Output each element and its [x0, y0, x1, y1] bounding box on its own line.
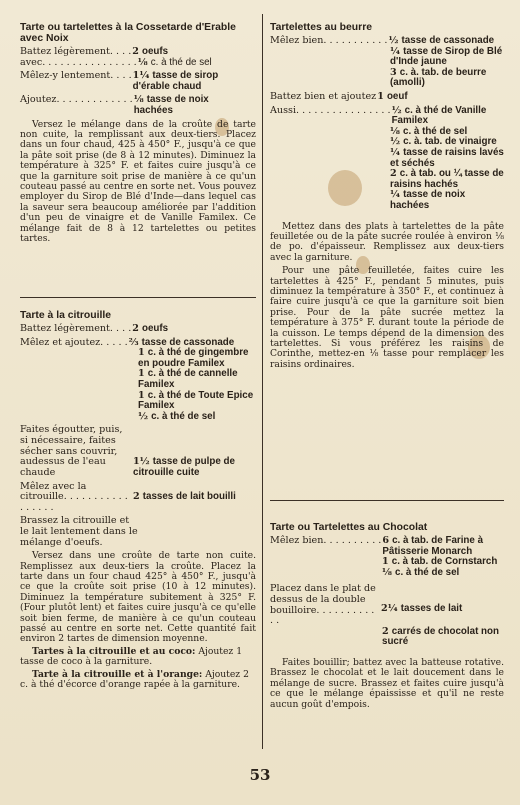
ingredient-line: 1 c. à thé de Toute Epice Familex: [138, 389, 254, 412]
ingredient-line: ½ c. à. tab. de vinaigre: [390, 136, 497, 148]
ingredient-line: ¼ tasse de noix hachées: [390, 189, 466, 211]
ingredient-line: 2 c. à tab. ou ¼ tasse de raisins hachés: [390, 168, 504, 190]
ingredient-line: ¼ tasse de Sirop de Blé d'Inde jaune: [390, 45, 503, 68]
ingredient-line: Mêlez avec la citrouille. . . . . . . . . . . . . . . . . 2 tasses de lait bouilli: [20, 480, 236, 513]
ingredient-line: Mêlez et ajoutez. . . . . ⅔ tasse de cassonade: [20, 336, 235, 348]
recipe-chocolat: [270, 522, 504, 710]
recipe-title: Tarte ou tartelettes à la Cossetarde d'Erable avec Noix: [20, 22, 236, 44]
page-number: 53: [249, 766, 271, 784]
ingredient-list: [270, 36, 504, 212]
recipe-title: Tarte ou Tartelettes au Chocolat: [270, 522, 428, 533]
recipe-instructions: Mettez dans des plats à tartelettes de la pâte feuilletée ou de la pâte sucrée roulée à environ ⅛ de po. d'épaisseur. Remplissez aux deux-tiers avec la garniture.: [270, 220, 504, 263]
ingredient-line: ⅛ c. à thé de sel: [390, 125, 468, 137]
recipe-instructions: Versez le mélange dans de la croûte de tarte non cuite, la remplissant aux deux-tiers. Placez dans un four chaud, 425 à 450° F., jusqu'à ce que la pâte soit prise (de 8 à 12 minutes). Diminuez la température à 325° F. et faites cuire jusqu'à ce que la garniture soit prise de manière à ce qu'un couteau passé au centre en sorte net. Vous pouvez employer du Sirop de Blé d'Inde—dans lequel cas la saveur sera beaucoup améliorée par l'addition d'un peu de vinaigre et de Vanille Familex. Ce mélange fait de 8 à 12 tartelettes ou petites tartes.: [20, 118, 256, 245]
ingredient-line: Battez bien et ajoutez 1 oeuf: [270, 90, 408, 102]
recipe-instructions: Pour une pâte feuilletée, faites cuire les tartelettes à 425° F., pendant 5 minutes, puis diminuez la température à 350° F., et continuez à faire cuire jusqu'à ce que la garniture soit bien prise. Pour de la pâte sucrée mettez la température à 375° F. durant toute la période de la cuisson. Le temps dépend de la dimension des tartelettes. Si vous préférez les raisins de Corinthe, mettez-en ⅛ tasse pour remplacer les raisins ordinaires.: [270, 265, 504, 370]
ingredient-line: avec. . . . . . . . . . . . . . . . ⅛ c. à thé de sel: [20, 56, 212, 68]
ingredient-line: Aussi. . . . . . . . . . . . . . . . ½ c. à thé de Vanille Familex: [270, 104, 487, 127]
recipe-citrouille: [20, 310, 256, 690]
recipe-beurre: [270, 22, 504, 370]
ingredient-line: Battez légèrement. . . . 2 oeufs: [20, 323, 169, 334]
ingredient-list: [270, 536, 504, 648]
ingredient-line: ½ c. à thé de sel: [138, 410, 216, 422]
ingredient-list: [20, 324, 256, 548]
right-column: [270, 22, 504, 710]
ingredient-line: 3 c. à. tab. de beurre (amolli): [390, 66, 487, 89]
ingredient-line: Ajoutez. . . . . . . . . . . . . ⅛ tasse de noix hachées: [20, 94, 209, 116]
ingredient-line: ⅛ c. à thé de sel: [382, 566, 460, 578]
column-divider: [262, 14, 263, 749]
recipe-instructions: Faites bouillir; battez avec la batteuse rotative. Brassez le chocolat et le lait doucement dans le mélange de sucre. Brassez et faites cuire jusqu'à ce que le mélange épaississe et qu'il ne reste aucun goût d'empois.: [270, 656, 504, 710]
ingredient-line: Faites égoutter, puis, si nécessaire, faites sécher sans couvrir, audessus de l'eau chaude 1½ tasse de pulpe de citrouille cuite: [20, 424, 235, 478]
ingredient-list: [20, 47, 256, 117]
section-divider: [20, 297, 256, 298]
ingredient-line: Mêlez bien. . . . . . . . . . . ½ tasse de cassonade: [270, 35, 495, 46]
recipe-variation: Tarte à la citrouille et à l'orange: Ajoutez 2 c. à thé d'écorce d'orange rapée à la garniture.: [20, 668, 249, 690]
section-divider: [270, 500, 504, 501]
left-column: [20, 22, 256, 690]
recipe-title: Tartelettes au beurre: [270, 22, 373, 33]
recipe-instructions: Versez dans une croûte de tarte non cuite. Remplissez aux deux-tiers la croûte. Placez la tarte dans un four chaud 425° à 450° F., jusqu'à ce que la croûte soit prise (10 à 12 minutes). Diminuez la température subitement à 325° F. (Four plutôt lent) et faites cuire jusqu'à ce qu'elle soit bien ferme, de manière à ce qu'un couteau passé au centre en sorte net. Cette quantité fait environ 2 tartes de dimension moyenne.: [20, 550, 256, 645]
ingredient-line: Mêlez-y lentement. . . . 1¼ tasse de sirop d'érable chaud: [20, 70, 219, 92]
ingredient-line: 1 c. à thé de gingembre en poudre Familex: [138, 347, 249, 369]
ingredient-line: 1 c. à tab. de Cornstarch: [382, 556, 498, 568]
recipe-variation: Tartes à la citrouille et au coco: Ajoutez 1 tasse de coco à la garniture.: [20, 645, 243, 668]
ingredient-line: Battez légèrement. . . . 2 oeufs: [20, 46, 169, 57]
ingredient-line: Mêlez bien. . . . . . . . . . 6 c. à tab. de Farine à Pâtisserie Monarch: [270, 535, 484, 557]
ingredient-line: 1 c. à thé de cannelle Familex: [138, 368, 238, 390]
recipe-title: Tarte à la citrouille: [20, 310, 112, 321]
recipe-cossetarde: [20, 22, 256, 244]
ingredient-note: Brassez la citrouille et le lait lentement dans le mélange d'oeufs.: [20, 515, 138, 548]
ingredient-line: ¼ tasse de raisins lavés et séchés: [390, 146, 504, 169]
ingredient-line: Placez dans le plat de dessus de la double bouilloire. . . . . . . . . . . . 2¼ tasses de lait: [270, 583, 463, 627]
ingredient-line: 2 carrés de chocolat non sucré: [382, 625, 500, 648]
